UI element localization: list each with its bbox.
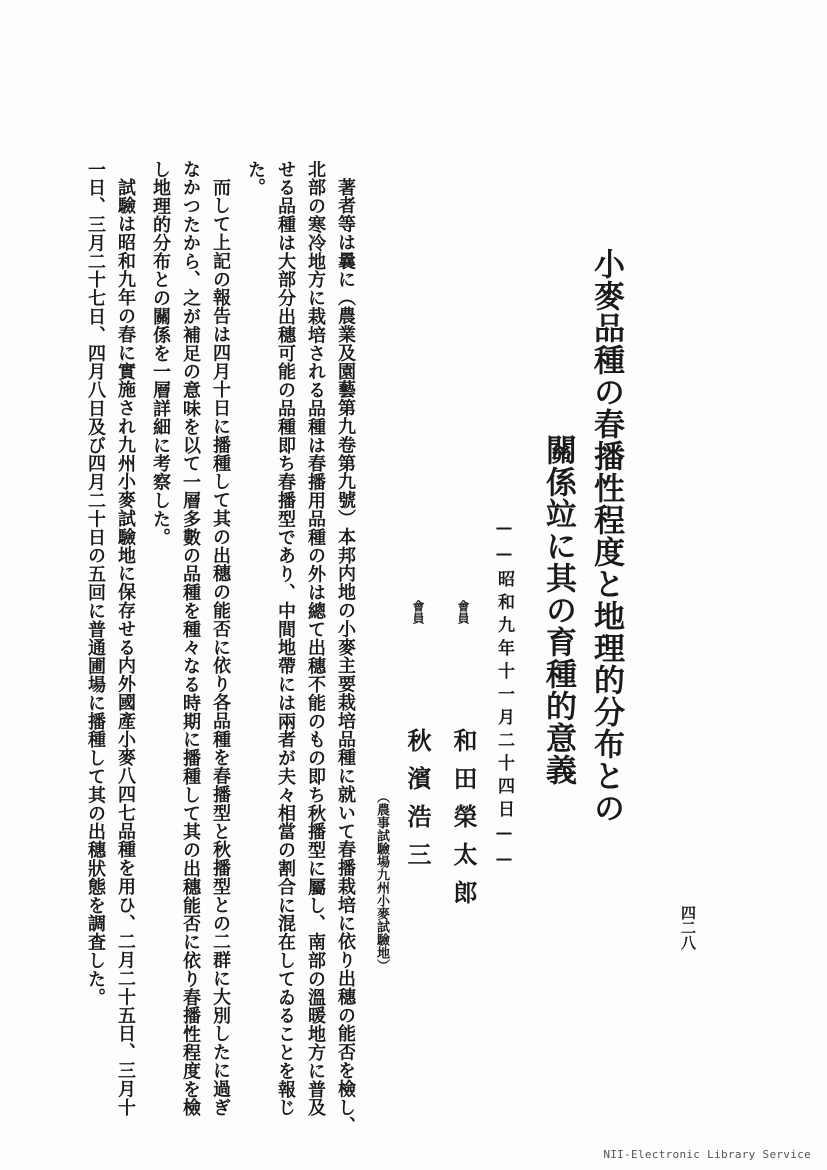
author-2-role: 會員 <box>411 600 425 624</box>
body-line-4: た。 <box>245 160 266 197</box>
body-line-9: 一日、三月二十七日、四月八日及び四月二十日の五回に普通圃場に播種して其の出穗狀態を調査した。 <box>85 160 106 1007</box>
body-line-7: し地理的分布との關係を一層詳細に考察した。 <box>150 160 171 547</box>
body-line-6: なかつたから、之が補足の意味を以て一層多數の品種を種々なる時期に播種して其の出穗能否に依り春播性程度を檢 <box>180 160 201 1117</box>
body-line-3: せる品種は大部分出穗可能の品種即ち春播型であり、中間地帶には兩者が夫々相當の割合に混在してゐることを報じ <box>275 160 296 1117</box>
article-title-line-2: 關係竝に其の育種的意義 <box>540 434 576 786</box>
body-line-2: 北部の寒冷地方に栽培される品種は春播用品種の外は總て出穗不能のもの即ち秋播型に屬し、南部の溫暖地方に普及 <box>305 160 326 1117</box>
author-2-name: 秋濱浩三 <box>403 728 432 880</box>
author-1-name: 和田榮太郎 <box>449 728 478 918</box>
body-line-1: 著者等は曩に（農業及園藝第九卷第九號）本邦内地の小麥主要栽培品種に就いて春播栽培に依り出穗の能否を檢し、 <box>335 178 356 1135</box>
page-number: 四二八 <box>679 905 697 950</box>
article-date: ——昭和九年十一月二十四日—— <box>494 518 514 875</box>
body-line-8: 試驗は昭和九年の春に實施され九州小麥試驗地に保存せる内外國產小麥八四七品種を用ひ、二月二十五日、三月十 <box>115 178 136 1117</box>
author-1-role: 會員 <box>456 600 470 624</box>
author-affiliation: （農事試驗場九州小麥試驗地） <box>374 790 389 972</box>
library-credit: NII-Electronic Library Service <box>603 1148 811 1161</box>
body-line-5: 而して上記の報告は四月十日に播種して其の出穗の能否に依り各品種を春播型と秋播型との二群に大別したに過ぎ <box>210 178 231 1117</box>
article-title-line-1: 小麥品種の春播性程度と地理的分布との <box>588 248 624 824</box>
